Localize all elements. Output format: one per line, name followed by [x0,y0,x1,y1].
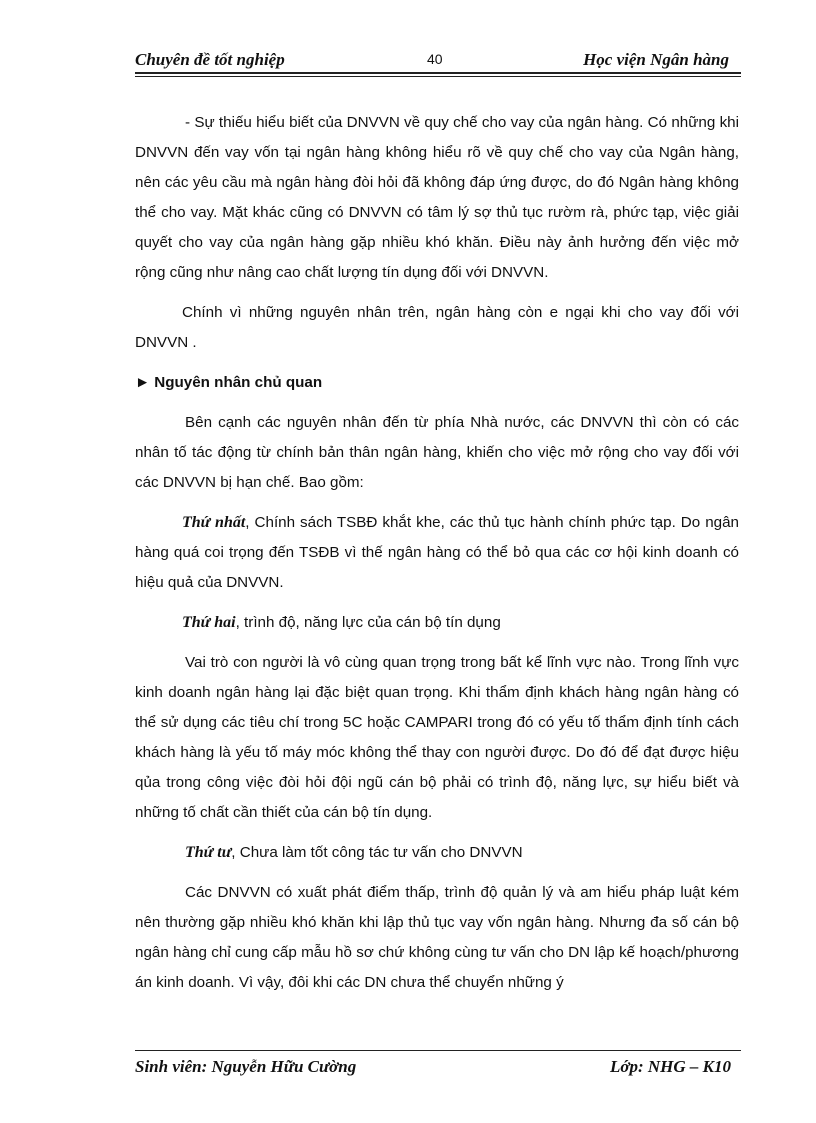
section-heading: ► Nguyên nhân chủ quan [135,374,323,391]
student-name: Sinh viên: Nguyễn Hữu Cường [135,1057,357,1076]
page-footer [135,1050,741,1081]
paragraph-1: - Sự thiếu hiểu biết của DNVVN về quy chế cho vay của ngân hàng. Có những khi DNVVN đến vay vốn tại ngân hàng không hiểu rõ về quy chế cho vay của Ngân hàng, nên các yêu cầu mà ngân hàng đòi hỏi đã không đáp ứng được, do đó Ngân hàng không thể cho vay. Mặt khác cũng có DNVVN có tâm lý sợ thủ tục rườm rà, phức tạp, việc giải quyết cho vay của ngân hàng gặp nhiều khó khăn. Điều này ảnh hưởng đến việc mở rộng cũng như nâng cao chất lượng tín dụng đối với DNVVN. [135,114,739,281]
paragraph-4-text: , Chính sách TSBĐ khắt khe, các thủ tục hành chính phức tạp. Do ngân hàng quá coi trọng đến TSĐB vì thế ngân hàng có thể bỏ qua các cơ hội kinh doanh có hiệu quả của DNVVN. [135,514,739,591]
document-title: Chuyên đề tốt nghiệp [135,50,285,69]
paragraph-5 [135,608,739,638]
page-header [135,46,741,74]
paragraph-5-label: Thứ hai [182,614,236,631]
paragraph-4-label: Thứ nhất [182,514,246,531]
page-number: 40 [427,51,443,67]
paragraph-7-text: , Chưa làm tốt công tác tư vấn cho DNVVN [231,844,523,861]
paragraph-6: Vai trò con người là vô cùng quan trọng trong bất kể lĩnh vực nào. Trong lĩnh vực kinh doanh ngân hàng lại đặc biệt quan trọng. Khi thẩm định khách hàng ngân hàng có thể sử dụng các tiêu chí trong 5C hoặc CAMPARI trong đó có yếu tố thẩm định tính cách khách hàng là yếu tố máy móc không thể thay con người được. Do đó để đạt được hiệu qủa trong công việc đòi hỏi đội ngũ cán bộ phải có trình độ, năng lực, sự hiểu biết và những tố chất cần thiết của cán bộ tín dụng. [135,654,739,821]
paragraph-4 [135,508,739,598]
institution-name: Học viện Ngân hàng [583,50,729,69]
paragraph-8: Các DNVVN có xuất phát điểm thấp, trình độ quản lý và am hiểu pháp luật kém nên thường gặp nhiều khó khăn khi lập thủ tục vay vốn ngân hàng. Nhưng đa số cán bộ ngân hàng chỉ cung cấp mẫu hồ sơ chứ không cùng tư vấn cho DN lập kế hoạch/phương án kinh doanh. Vì vậy, đôi khi các DN chưa thể chuyển những ý [135,884,739,991]
paragraph-7-label: Thứ tư [185,844,232,861]
header-divider [135,76,741,77]
class-code: Lớp: NHG – K10 [609,1057,731,1076]
paragraph-7 [135,838,739,868]
paragraph-5-text: , trình độ, năng lực của cán bộ tín dụng [235,614,501,631]
paragraph-2: Chính vì những nguyên nhân trên, ngân hàng còn e ngại khi cho vay đối với DNVVN . [135,304,739,351]
paragraph-3: Bên cạnh các nguyên nhân đến từ phía Nhà nước, các DNVVN thì còn có các nhân tố tác động từ chính bản thân ngân hàng, khiến cho việc mở rộng cho vay đối với các DNVVN bị hạn chế. Bao gồm: [135,414,739,491]
page-body [135,108,739,1008]
